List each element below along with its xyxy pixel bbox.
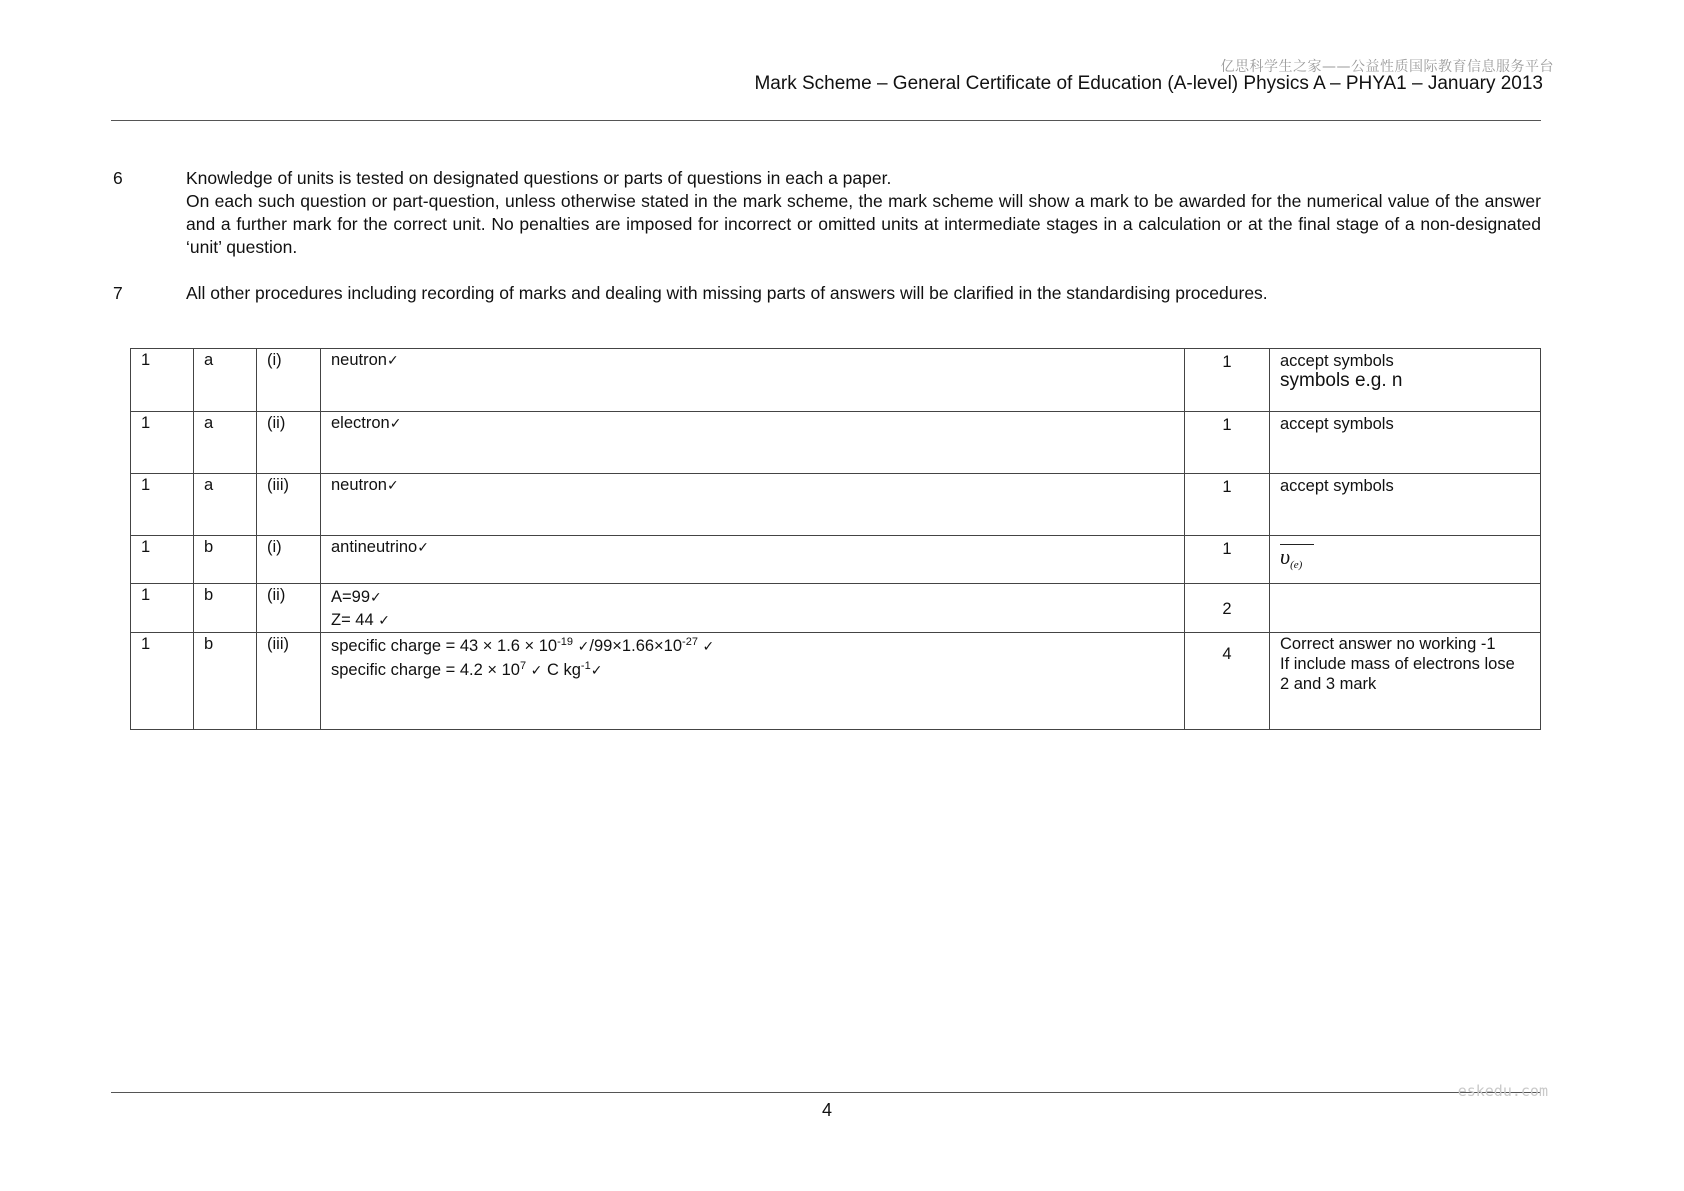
answer-text: electron [331,414,390,432]
question-part: b [194,536,257,584]
table-row [131,536,1541,584]
header-divider [111,120,1541,121]
table-row [131,412,1541,474]
question-subpart: (iii) [257,474,321,536]
comments-cell [1270,536,1541,584]
question-number: 1 [131,536,194,584]
comments-cell [1270,474,1541,536]
answer-text: /99×1.66×10 [589,637,683,655]
question-subpart: (i) [257,349,321,412]
answer-cell [321,349,1185,412]
question-number: 1 [131,633,194,730]
comment-text: accept symbols [1280,477,1394,495]
answer-text: neutron [331,476,387,494]
answer-text: antineutrino [331,538,418,556]
comments-cell [1270,412,1541,474]
question-part: a [194,474,257,536]
header-watermark: 亿思科学生之家——公益性质国际教育信息服务平台 [1220,59,1554,75]
comments-cell [1270,633,1541,730]
tick-icon: ✓ [389,416,402,432]
answer-text: specific charge = 4.2 × 10 [331,661,520,679]
answer-cell [321,536,1185,584]
question-number: 1 [131,349,194,412]
table-row [131,584,1541,633]
tick-icon: ✓ [386,353,399,369]
exponent: -1 [580,660,591,672]
nu-subscript: (e) [1290,559,1303,571]
exponent: 7 [519,660,527,672]
marks-cell: 2 [1185,584,1270,633]
table-row [131,633,1541,730]
tick-icon: ✓ [577,639,590,655]
comment-text: If include mass of electrons lose [1280,655,1515,673]
footer-divider [111,1092,1541,1093]
question-number: 1 [131,412,194,474]
question-number: 1 [131,474,194,536]
table-row [131,349,1541,412]
answer-text: Z= 44 [331,611,379,629]
comment-text: 2 and 3 mark [1280,675,1377,693]
question-part: a [194,349,257,412]
marks-cell: 4 [1185,633,1270,730]
tick-icon: ✓ [590,663,603,679]
comment-text: Correct answer no working -1 [1280,635,1496,653]
note-7 [113,282,1541,305]
answer-cell [321,633,1185,730]
question-part: b [194,584,257,633]
page-number: 4 [822,1100,833,1120]
exponent: -19 [557,636,574,648]
marks-cell: 1 [1185,349,1270,412]
answer-cell [321,412,1185,474]
marks-cell: 1 [1185,474,1270,536]
question-subpart: (ii) [257,584,321,633]
note-number: 6 [113,168,123,188]
answer-text: specific charge = 43 × 1.6 × 10 [331,637,558,655]
tick-icon: ✓ [530,663,543,679]
question-subpart: (iii) [257,633,321,730]
note-text: All other procedures including recording of marks and dealing with missing parts of answers will be clarified in the standardising procedures. [186,283,1268,303]
answer-text: neutron [331,351,387,369]
comments-cell [1270,584,1541,633]
table-row [131,474,1541,536]
document-header-title: Mark Scheme – General Certificate of Education (A-level) Physics A – PHYA1 – January 2013 [754,73,1543,94]
marks-cell: 1 [1185,536,1270,584]
nu-glyph: υ [1280,544,1291,569]
marks-cell: 1 [1185,412,1270,474]
answer-cell [321,474,1185,536]
note-number: 7 [113,283,123,303]
tick-icon: ✓ [378,613,390,629]
tick-icon: ✓ [386,478,399,494]
comment-text: accept symbols [1280,415,1394,433]
antineutrino-symbol [1280,544,1314,575]
tick-icon: ✓ [370,590,382,606]
answer-text: A=99 [331,588,370,606]
answer-cell [321,584,1185,633]
tick-icon: ✓ [417,540,429,556]
note-text: Knowledge of units is tested on designated questions or parts of questions in each a paper. [186,168,892,188]
question-subpart: (i) [257,536,321,584]
answer-text: C kg [542,661,581,679]
mark-scheme-table [130,348,1541,730]
question-subpart: (ii) [257,412,321,474]
footer-watermark: eskedu.com [1457,1082,1548,1100]
question-part: b [194,633,257,730]
comment-text: accept symbols [1280,352,1394,370]
exponent: -27 [682,636,698,648]
comment-text: symbols e.g. n [1280,370,1403,391]
comments-cell [1270,349,1541,412]
note-6 [113,167,1541,259]
note-text: On each such question or part-question, unless otherwise stated in the mark scheme, the mark scheme will show a mark to be awarded for the numerical value of the answer and a further mark for the correct unit. No penalties are imposed for incorrect or omitted units at intermediate stages in a calculation or at the final stage of a non-designated ‘unit’ question. [186,191,1541,257]
question-part: a [194,412,257,474]
question-number: 1 [131,584,194,633]
tick-icon: ✓ [702,639,715,655]
